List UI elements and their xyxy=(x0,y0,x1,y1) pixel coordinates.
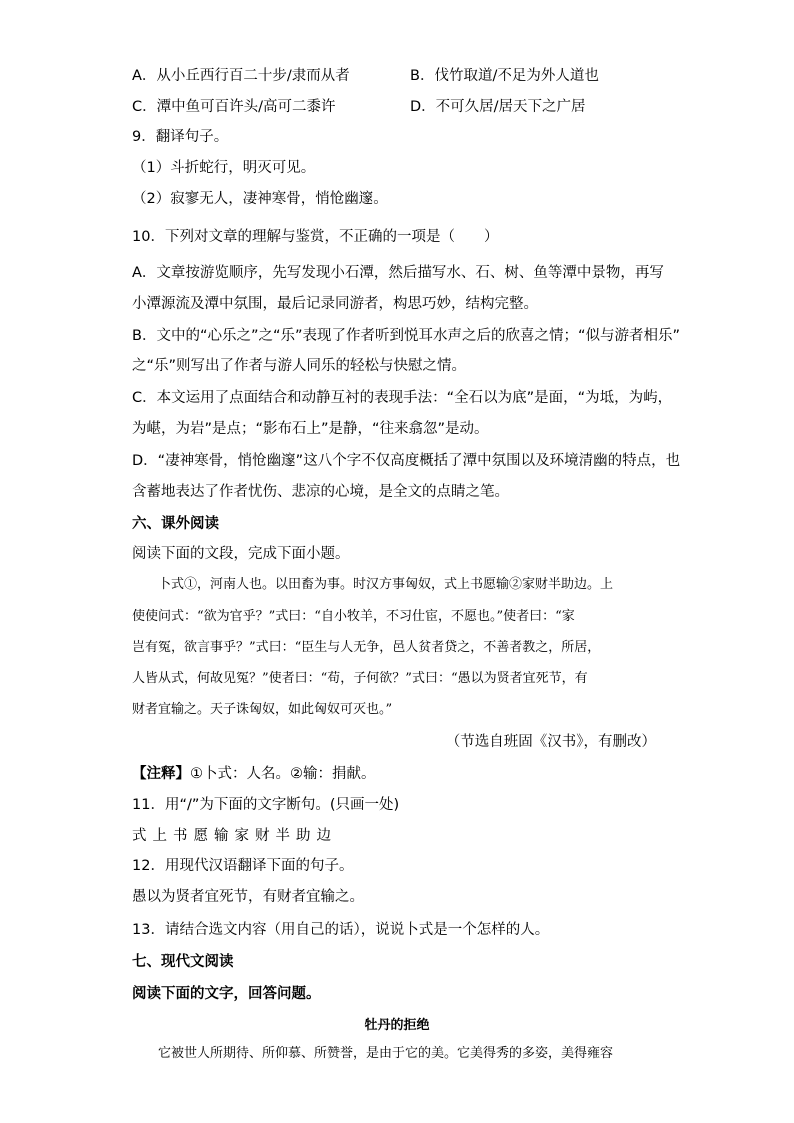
q10-title: 10．下列对文章的理解与鉴赏，不正确的一项是（ ） xyxy=(132,229,499,245)
option-c: C．潭中鱼可百许头/高可二黍许 xyxy=(132,99,336,115)
q11-title: 11．用“/”为下面的文字断句。(只画一处) xyxy=(132,797,400,813)
q10-option-c-line2: 为嵁，为岩”是点；“影布石上”是静，“往来翕忽”是动。 xyxy=(132,421,489,437)
annotation-label: 【注释】 xyxy=(132,766,190,782)
q10-option-a-line1: A．文章按游览顺序，先写发现小石潭，然后描写水、石、树、鱼等潭中景物，再写 xyxy=(132,265,664,281)
q10-option-d-line1: D．“凄神寒骨，悄怆幽邃”这八个字不仅高度概括了潭中氛围以及环境清幽的特点，也 xyxy=(132,453,681,469)
passage-source: （节选自班固《汉书》，有删改） xyxy=(445,734,656,750)
passage-line: 卜式①，河南人也。以田畜为事。时汉方事匈奴，式上书愿输②家财半助边。上 xyxy=(132,577,614,592)
q11-text: 式上书愿输家财半助边 xyxy=(132,828,337,844)
q12-title: 12．用现代汉语翻译下面的句子。 xyxy=(132,858,354,874)
q9-title: 9．翻译句子。 xyxy=(132,129,229,145)
article-title: 牡丹的拒绝 xyxy=(364,1018,430,1033)
q10-option-b-line1: B．文中的“心乐之”之“乐”表现了作者听到悦耳水声之后的欣喜之情；“似与游者相乐” xyxy=(132,328,681,344)
passage-line: 岂有冤，欲言事乎？”式曰：“臣生与人无争，邑人贫者贷之，不善者教之，所居， xyxy=(132,640,601,655)
section-6-instruction: 阅读下面的文段，完成下面小题。 xyxy=(132,546,350,562)
article-first-line: 它被世人所期待、所仰慕、所赞誉，是由于它的美。它美得秀的多姿，美得雍容 xyxy=(132,1046,614,1061)
section-7-instruction: 阅读下面的文字，回答问题。 xyxy=(132,986,321,1002)
q10-option-a-line2: 小潭源流及潭中氛围，最后记录同游者，构思巧妙，结构完整。 xyxy=(132,296,538,312)
section-7-heading: 七、现代文阅读 xyxy=(132,954,234,970)
option-d: D．不可久居/居天下之广居 xyxy=(410,99,586,115)
annotation-text: ①卜式：人名。②输：捐献。 xyxy=(190,766,376,782)
q10-option-d-line2: 含蓄地表达了作者忧伤、悲凉的心境，是全文的点睛之笔。 xyxy=(132,484,509,500)
passage-line: 人皆从式，何故见冤？”使者曰：“苟，子何欲？”式曰：“愚以为贤者宜死节，有 xyxy=(132,671,588,686)
passage-line: 使使问式：“欲为官乎？”式曰：“自小牧羊，不习仕宦，不愿也。”使者曰：“家 xyxy=(132,609,575,624)
q9-item-2: （2）寂寥无人，凄神寒骨，悄怆幽邃。 xyxy=(132,191,388,207)
option-a: A．从小丘西行百二十步/隶而从者 xyxy=(132,68,350,84)
q9-item-1: （1）斗折蛇行，明灭可见。 xyxy=(132,160,316,176)
annotation xyxy=(132,764,376,784)
section-6-heading: 六、课外阅读 xyxy=(132,516,219,532)
q12-text: 愚以为贤者宜死节，有财者宜输之。 xyxy=(132,889,364,905)
q10-option-c-line1: C．本文运用了点面结合和动静互衬的表现手法：“全石以为底”是面，“为坻，为屿， xyxy=(132,390,673,406)
q13-title: 13．请结合选文内容（用自己的话），说说卜式是一个怎样的人。 xyxy=(132,922,550,938)
q10-option-b-line2: 之“乐”则写出了作者与游人同乐的轻松与快慰之情。 xyxy=(132,358,467,374)
option-b: B．伐竹取道/不足为外人道也 xyxy=(410,68,599,84)
passage-line: 财者宜输之。天子诛匈奴，如此匈奴可灭也。” xyxy=(132,702,393,717)
